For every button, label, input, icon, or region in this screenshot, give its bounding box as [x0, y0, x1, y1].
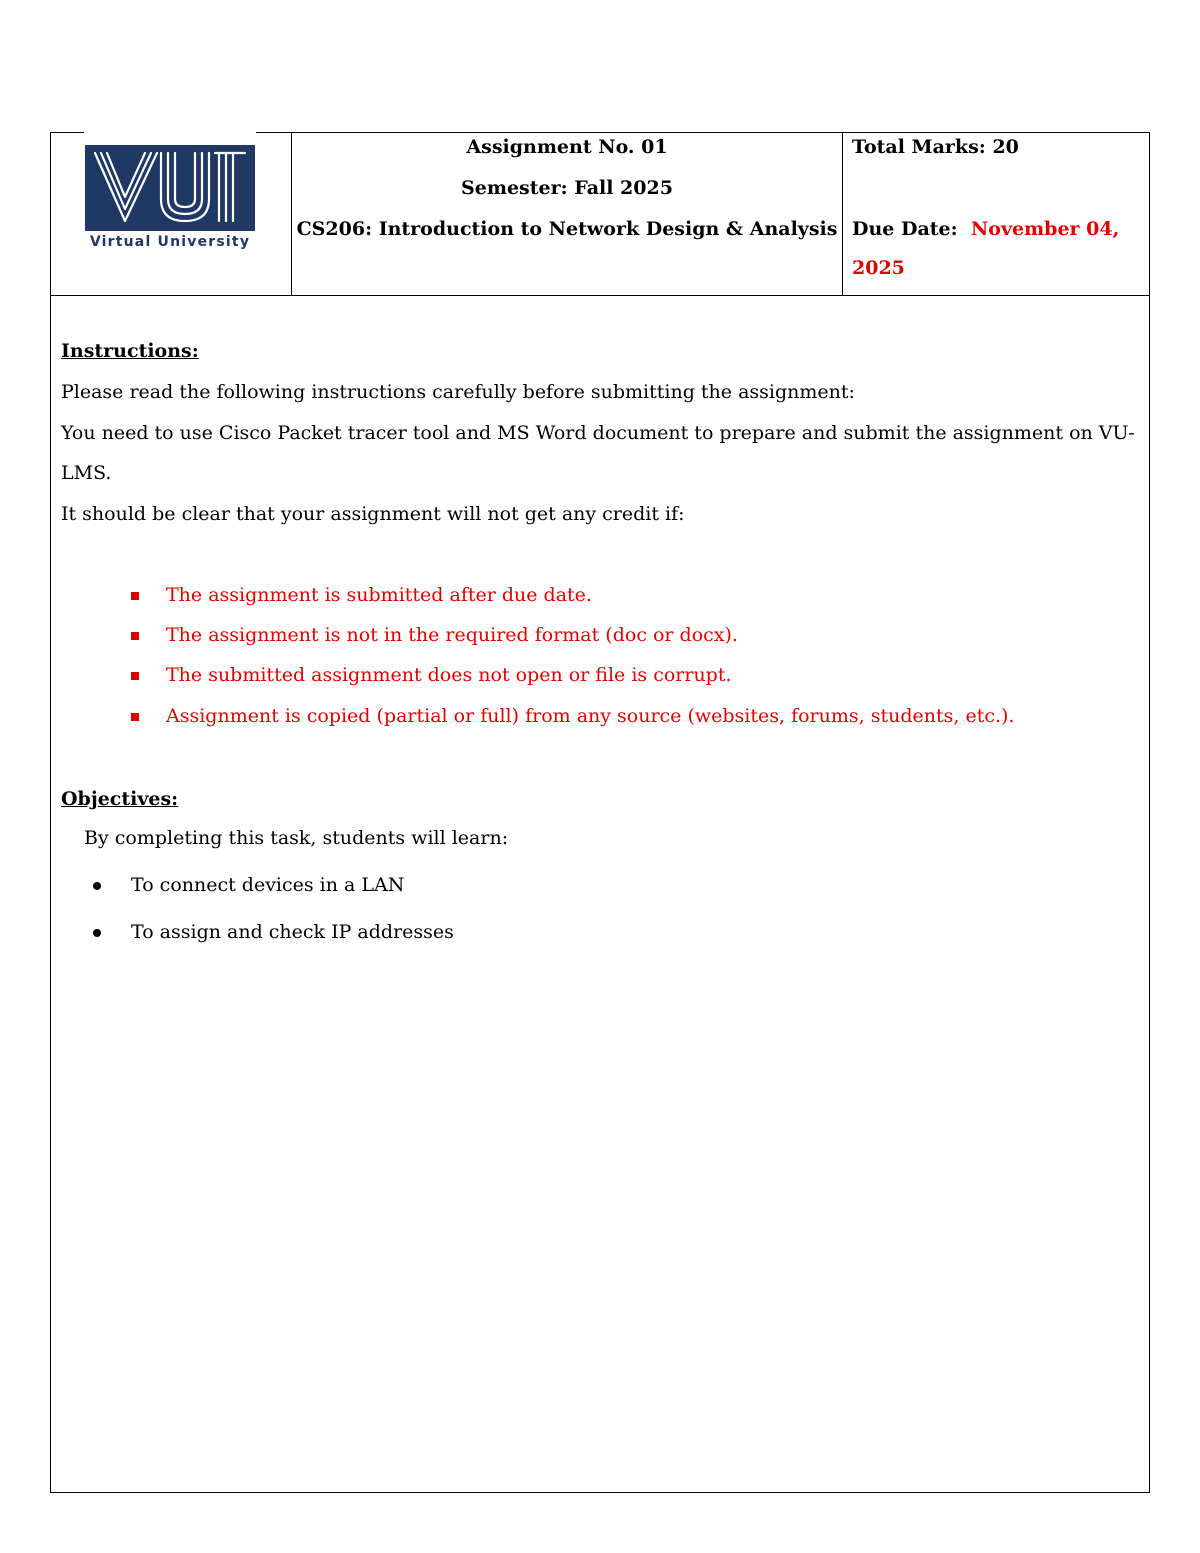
- credit-rule-item: The assignment is not in the required format (doc or docx).: [166, 624, 738, 646]
- instructions-line-1: Please read the following instructions carefully before submitting the assignment:: [61, 381, 855, 403]
- red-bullet-icon: [131, 632, 139, 640]
- semester: Semester: Fall 2025: [461, 177, 673, 199]
- document-frame: [50, 132, 1150, 1493]
- instructions-line-2b: LMS.: [61, 462, 112, 484]
- red-bullet-icon: [131, 592, 139, 600]
- frame-top-border-right: [256, 132, 1150, 133]
- credit-rule-item: Assignment is copied (partial or full) from any source (websites, forums, students, etc.).: [166, 705, 1015, 727]
- red-bullet-icon: [131, 713, 139, 721]
- due-date-value: November 04,: [970, 218, 1120, 240]
- instructions-line-2a: You need to use Cisco Packet tracer tool and MS Word document to prepare and submit the assignment on VU-: [61, 422, 1135, 444]
- due-date-row: [852, 218, 1119, 240]
- course-title: CS206: Introduction to Network Design & Analysis: [296, 218, 838, 240]
- vui-logo-icon: [85, 145, 255, 231]
- objective-item: To connect devices in a LAN: [131, 874, 405, 896]
- due-date-label: Due Date:: [852, 218, 958, 240]
- total-marks: Total Marks: 20: [852, 136, 1019, 158]
- instructions-line-3: It should be clear that your assignment will not get any credit if:: [61, 503, 685, 525]
- university-logo: [85, 145, 255, 255]
- header-divider: [50, 295, 1150, 296]
- objectives-heading: Objectives:: [61, 788, 179, 810]
- objectives-intro: By completing this task, students will learn:: [84, 827, 509, 849]
- assignment-number: Assignment No. 01: [466, 136, 668, 158]
- bullet-dot-icon: [93, 929, 101, 937]
- credit-rule-item: The submitted assignment does not open or file is corrupt.: [166, 664, 732, 686]
- header-column-divider-2: [842, 132, 843, 296]
- due-date-year: 2025: [852, 257, 905, 279]
- frame-top-border-left: [50, 132, 84, 133]
- instructions-heading: Instructions:: [61, 340, 199, 362]
- bullet-dot-icon: [93, 882, 101, 890]
- red-bullet-icon: [131, 672, 139, 680]
- logo-mark: [85, 145, 255, 231]
- logo-subtitle: Virtual University: [89, 234, 251, 250]
- objective-item: To assign and check IP addresses: [131, 921, 454, 943]
- credit-rule-item: The assignment is submitted after due date.: [166, 584, 592, 606]
